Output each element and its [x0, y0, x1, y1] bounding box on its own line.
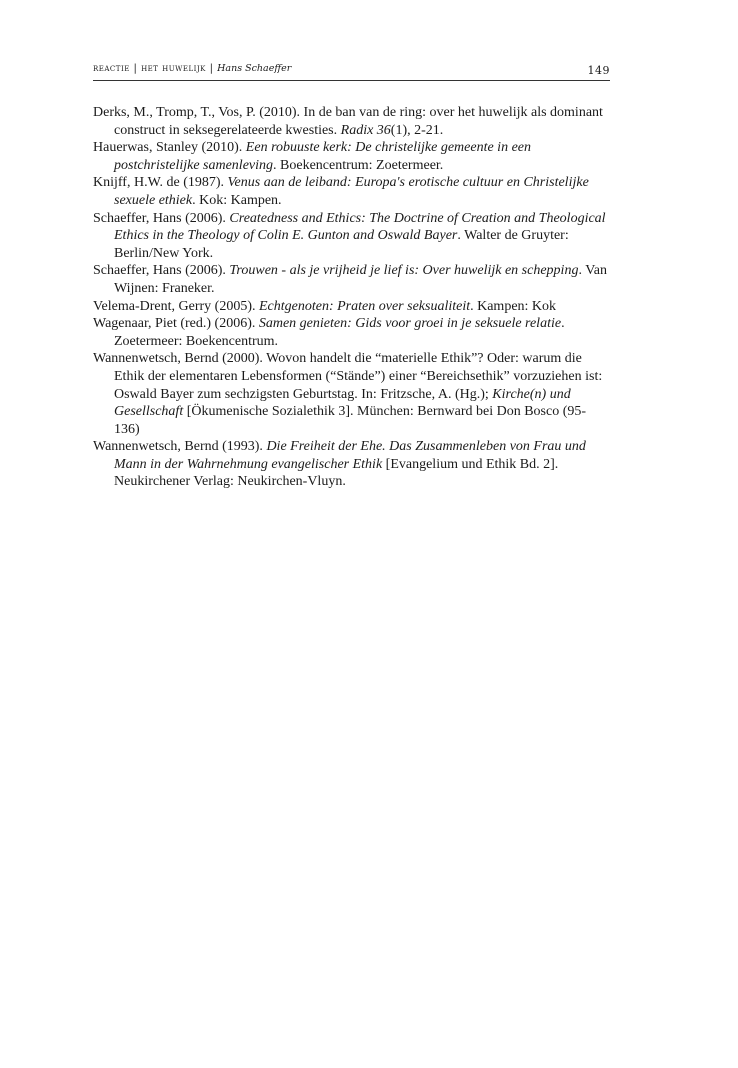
- reference-text: Schaeffer, Hans (2006).: [93, 210, 230, 226]
- reference-title: Een robuuste kerk: De christelijke gemeente in een postchristelijke samenleving: [114, 140, 531, 173]
- reference-entry: [93, 139, 610, 174]
- reference-entry: [93, 350, 610, 438]
- reference-text: Wannenwetsch, Bernd (1993).: [93, 439, 267, 455]
- header-separator: |: [205, 63, 218, 74]
- reference-entry: [93, 104, 610, 139]
- reference-publication: . Boekencentrum: Zoetermeer.: [273, 157, 444, 173]
- reference-title: Trouwen - als je vrijheid je lief is: Over huwelijk en schepping: [229, 263, 579, 279]
- header-author: Hans Schaeffer: [217, 63, 292, 74]
- reference-text: Schaeffer, Hans (2006).: [93, 263, 230, 279]
- reference-title: Echtgenoten: Praten over seksualiteit: [259, 298, 471, 314]
- reference-publication: (1), 2-21.: [390, 122, 444, 138]
- reference-publication: . Van Wijnen: Franeker.: [114, 263, 607, 296]
- reference-title: Samen genieten: Gids voor groei in je seksuele relatie: [258, 316, 562, 332]
- reference-text: Wagenaar, Piet (red.) (2006).: [93, 316, 259, 332]
- reference-entry: [93, 174, 610, 209]
- reference-title: Radix 36: [340, 122, 391, 138]
- reference-publication: . Kok: Kampen.: [192, 192, 282, 208]
- reference-entry: [93, 298, 610, 316]
- reference-text: Knijff, H.W. de (1987).: [93, 175, 228, 191]
- reference-title: Kirche(n) und Gesellschaft: [114, 386, 571, 420]
- reference-list: [93, 104, 610, 491]
- reference-entry: [93, 438, 610, 491]
- reference-text: Derks, M., Tromp, T., Vos, P. (2010). In de ban van de ring: over het huwelijk als dominant construct in seksegerelateerde kwesties.: [93, 105, 603, 138]
- running-header: [93, 62, 610, 81]
- reference-entry: [93, 315, 610, 350]
- reference-entry: [93, 210, 610, 263]
- reference-publication: . Walter de Gruyter: Berlin/New York.: [114, 228, 569, 261]
- reference-publication: [Ökumenische Sozialethik 3]. München: Bernward bei Don Bosco (95-136): [114, 404, 587, 437]
- reference-entry: [93, 262, 610, 297]
- reference-text: Hauerwas, Stanley (2010).: [93, 140, 246, 156]
- header-left: [93, 63, 291, 74]
- header-title: het huwelijk: [141, 63, 206, 74]
- reference-publication: . Zoetermeer: Boekencentrum.: [114, 316, 565, 349]
- reference-publication: [Evangelium und Ethik Bd. 2]. Neukirchener Verlag: Neukirchen-Vluyn.: [114, 456, 559, 490]
- reference-publication: . Kampen: Kok: [470, 298, 557, 314]
- reference-title: Venus aan de leiband: Europa's erotische cultuur en Christelijke sexuele ethiek: [114, 175, 589, 208]
- header-separator: |: [129, 63, 142, 74]
- reference-title: Createdness and Ethics: The Doctrine of Creation and Theological Ethics in the Theology of Colin E. Gunton and Oswald Bayer: [114, 210, 606, 244]
- reference-title: Die Freiheit der Ehe. Das Zusammenleben von Frau und Mann in der Wahrnehmung evangelischer Ethik: [114, 439, 586, 472]
- header-section: reactie: [93, 63, 130, 74]
- page-number: 149: [587, 64, 610, 77]
- reference-text: Wannenwetsch, Bernd (2000). Wovon handelt die “materielle Ethik”? Oder: warum die Ethik der elementaren Lebensformen (“Stände”) einer “Bereichsethik” vorzuziehen ist: Oswald Bayer zum sechzigsten Geburtstag. In: Fritzsche, A. (Hg.);: [93, 351, 603, 402]
- reference-text: Velema-Drent, Gerry (2005).: [93, 298, 259, 314]
